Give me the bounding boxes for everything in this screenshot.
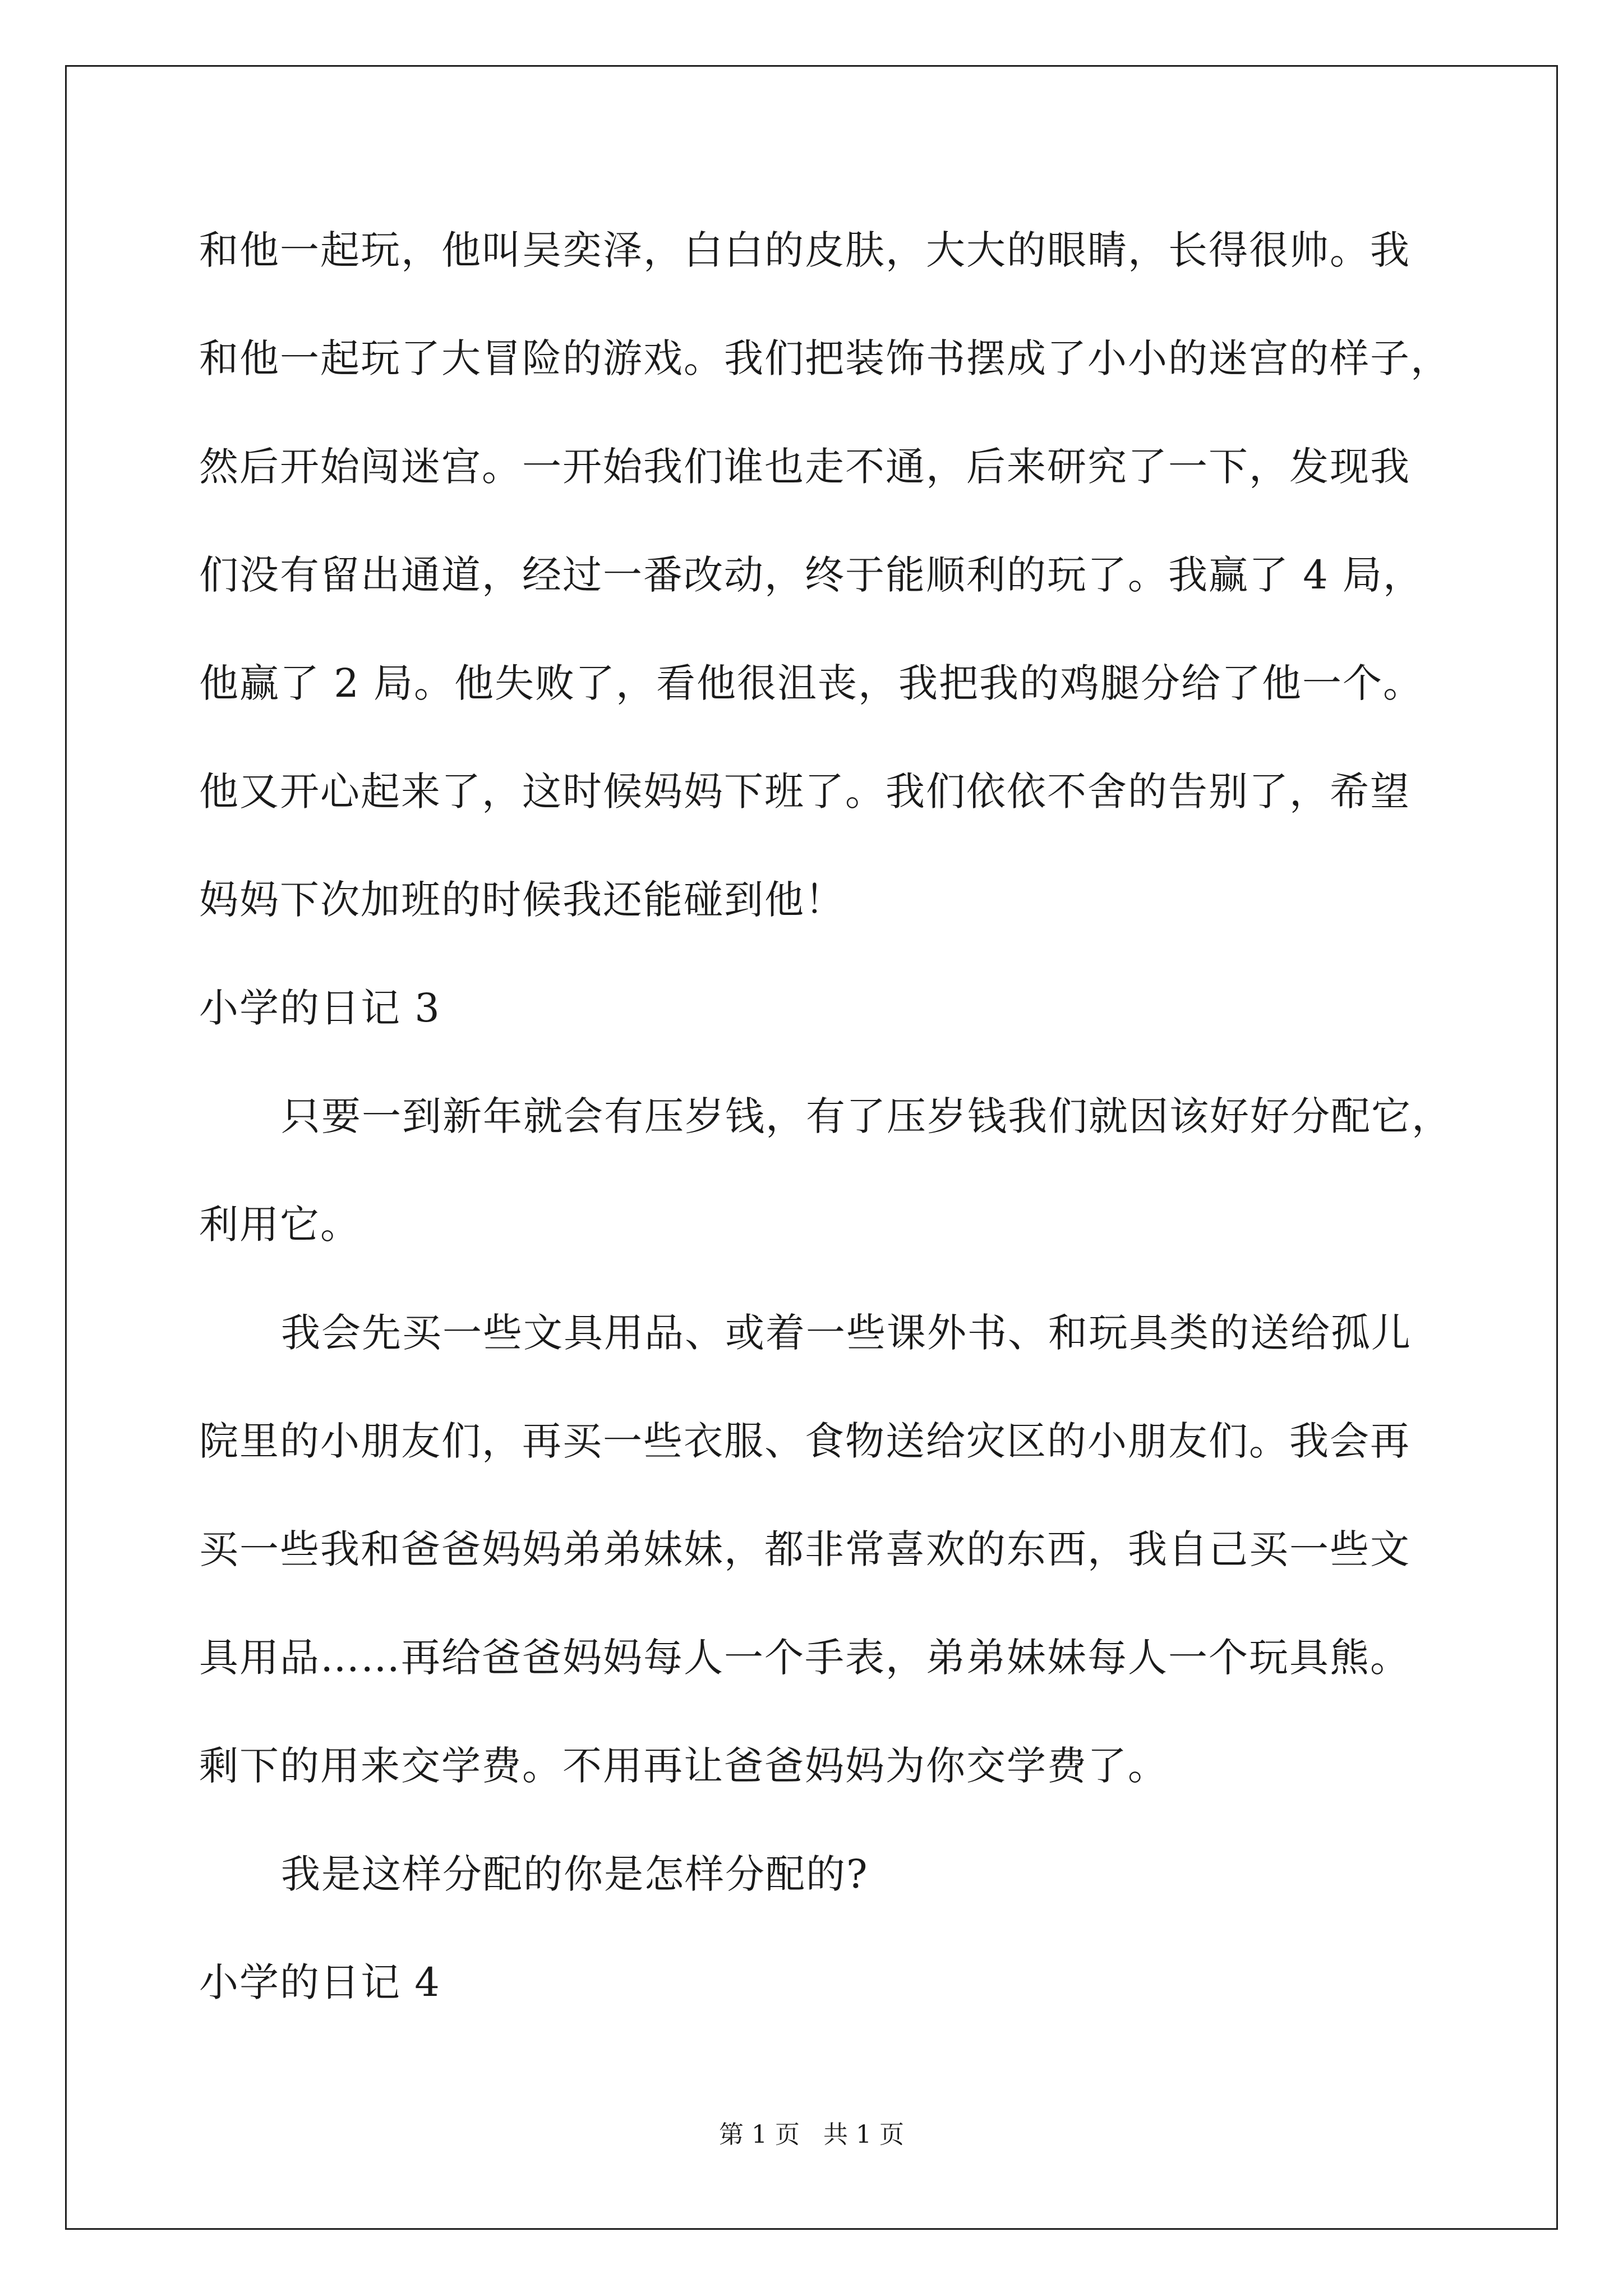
paragraph-line: 他又开心起来了，这时候妈妈下班了。我们依依不舍的告别了，希望: [199, 769, 1410, 815]
paragraph-line: 利用它。: [199, 1202, 361, 1248]
page-footer: 第 1 页 共 1 页: [719, 2120, 904, 2149]
paragraph-line: 和他一起玩了大冒险的游戏。我们把装饰书摆成了小小的迷宫的样子，: [199, 335, 1451, 381]
paragraph-line: 剩下的用来交学费。不用再让爸爸妈妈为你交学费了。: [199, 1743, 1168, 1789]
paragraph-line: 只要一到新年就会有压岁钱，有了压岁钱我们就因该好好分配它，: [281, 1093, 1452, 1139]
paragraph-line: 院里的小朋友们，再买一些衣服、食物送给灾区的小朋友们。我会再: [199, 1418, 1410, 1464]
paragraph-line: 妈妈下次加班的时候我还能碰到他！: [199, 877, 845, 923]
paragraph-line: 们没有留出通道，经过一番改动，终于能顺利的玩了。我赢了 4 局，: [199, 552, 1424, 598]
paragraph-line: 然后开始闯迷宫。一开始我们谁也走不通，后来研究了一下，发现我: [199, 444, 1410, 490]
document-body: [199, 215, 1452, 2055]
paragraph-line: 具用品……再给爸爸妈妈每人一个手表，弟弟妹妹每人一个玩具熊。: [199, 1635, 1410, 1681]
paragraph-line: 我会先买一些文具用品、或着一些课外书、和玩具类的送给孤儿: [281, 1310, 1412, 1356]
section-heading: 小学的日记 4: [199, 1959, 441, 2005]
paragraph-line: 买一些我和爸爸妈妈弟弟妹妹，都非常喜欢的东西，我自己买一些文: [199, 1526, 1410, 1572]
paragraph-line: 他赢了 2 局。他失败了，看他很沮丧，我把我的鸡腿分给了他一个。: [199, 660, 1424, 706]
paragraph-line: 我是这样分配的你是怎样分配的?: [281, 1851, 869, 1897]
paragraph-line: 和他一起玩，他叫吴奕泽，白白的皮肤，大大的眼睛，长得很帅。我: [199, 227, 1410, 273]
section-heading: 小学的日记 3: [199, 985, 441, 1031]
